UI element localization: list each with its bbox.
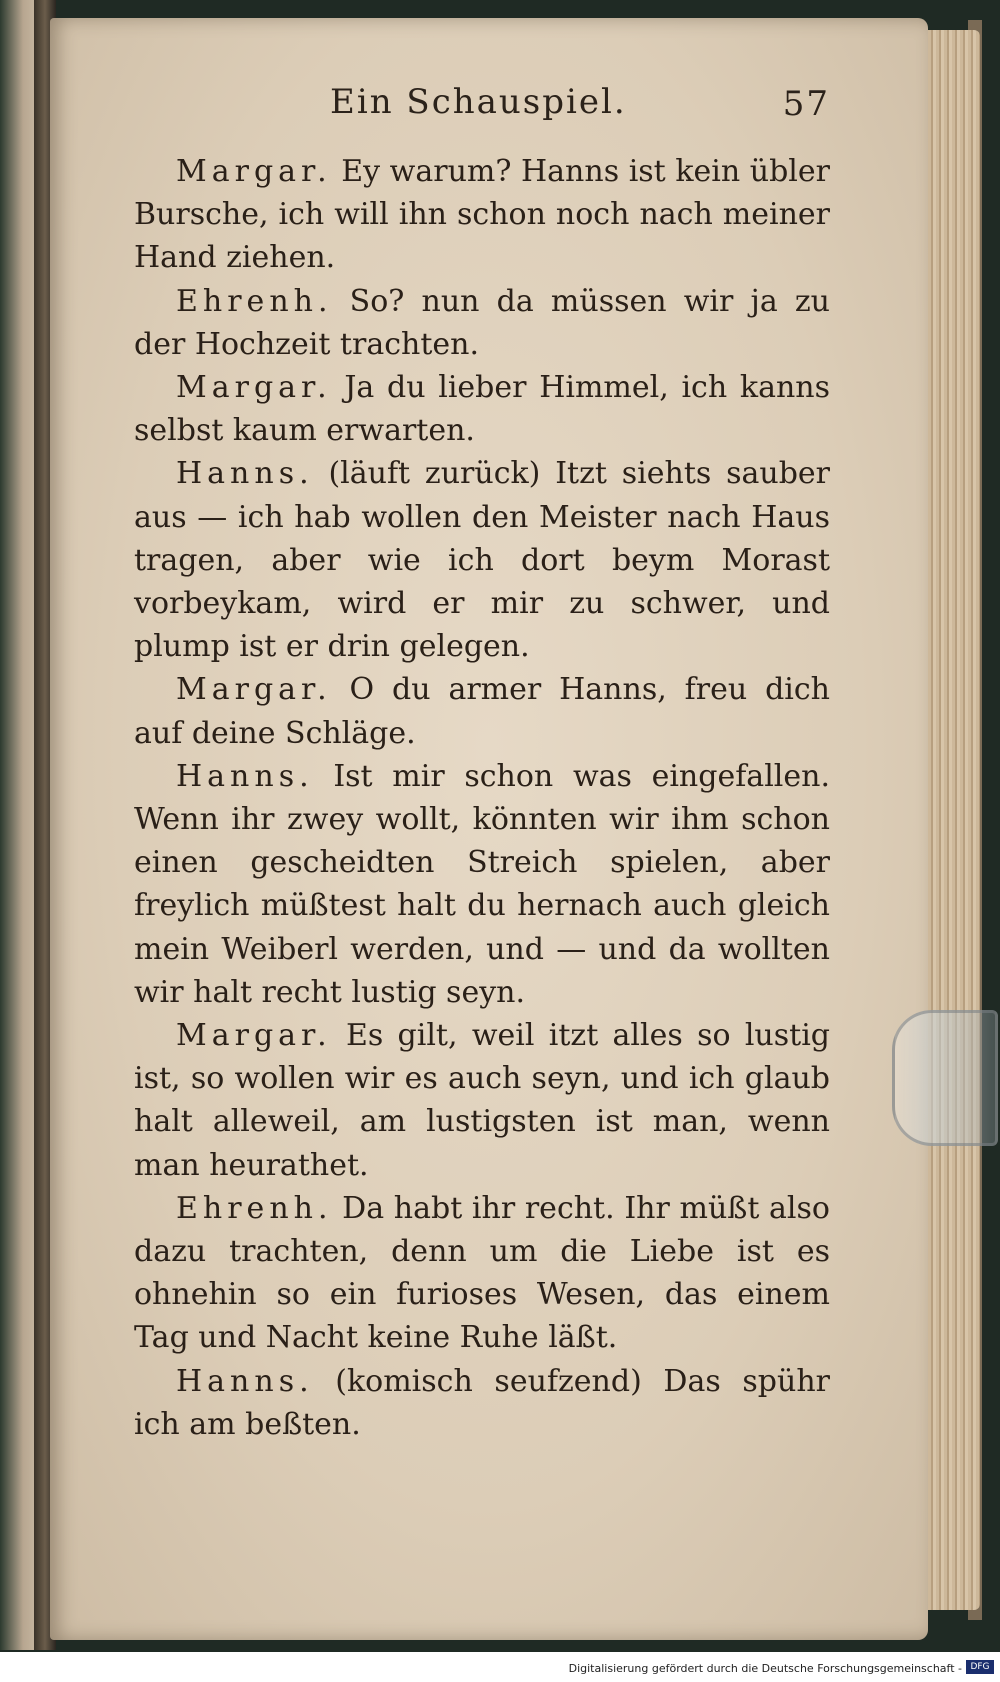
dialogue-text: Da habt ihr recht. Ihr müßt also dazu trachten, denn um die Liebe ist es ohnehin so ein furioses Wesen, das einem Tag und Nacht keine Ruhe läßt. bbox=[134, 1190, 830, 1356]
dialogue-paragraph bbox=[134, 280, 830, 366]
dialogue-text: Ist mir schon was eingefallen. Wenn ihr zwey wollt, könnten wir ihm schon einen gescheidten Streich spielen, aber freylich müßtest halt du hernach auch gleich mein Weiberl werden, und — und da wollten wir halt recht lustig seyn. bbox=[134, 758, 830, 1010]
speaker-name: Margar. bbox=[176, 370, 332, 406]
dialogue-paragraph bbox=[134, 1014, 830, 1187]
speaker-name: Ehrenh. bbox=[176, 1190, 333, 1226]
footer-bar bbox=[0, 1652, 1000, 1682]
speaker-name: Margar. bbox=[176, 672, 332, 708]
page-header bbox=[330, 82, 830, 132]
dialogue-text: So? nun da müssen wir ja zu der Hochzeit trachten. bbox=[134, 283, 830, 362]
speaker-name: Hanns. bbox=[176, 1363, 314, 1399]
text-block bbox=[134, 150, 830, 1446]
page-number: 57 bbox=[782, 84, 830, 124]
dialogue-text: Ja du lieber Himmel, ich kanns selbst kaum erwarten. bbox=[134, 370, 831, 449]
dialogue-text: Ey warum? Hanns ist kein übler Bursche, ich will ihn schon noch nach meiner Hand ziehen. bbox=[134, 154, 830, 276]
page-edges bbox=[928, 30, 980, 1610]
dialogue-paragraph bbox=[134, 150, 830, 280]
speaker-name: Hanns. bbox=[176, 456, 314, 492]
speaker-name: Margar. bbox=[176, 154, 332, 189]
speaker-name: Ehrenh. bbox=[176, 283, 333, 319]
speaker-name: Margar. bbox=[176, 1018, 332, 1054]
dialogue-paragraph bbox=[134, 366, 830, 452]
dialogue-paragraph bbox=[134, 452, 830, 668]
dialogue-paragraph bbox=[134, 755, 830, 1014]
speaker-name: Hanns. bbox=[176, 758, 314, 794]
dialogue-text: O du armer Hanns, freu dich auf deine Schläge. bbox=[134, 672, 830, 751]
dialogue-paragraph bbox=[134, 1360, 830, 1446]
dialogue-text: (komisch seufzend) Das spühr ich am beßten. bbox=[134, 1363, 830, 1442]
page-clip bbox=[892, 1010, 998, 1146]
funding-credit: Digitalisierung gefördert durch die Deutsche Forschungsgemeinschaft - bbox=[568, 1662, 962, 1675]
dialogue-paragraph bbox=[134, 1187, 830, 1360]
dialogue-text: (läuft zurück) Itzt siehts sauber aus — ich hab wollen den Meister nach Haus tragen, aber wie ich dort beym Morast vorbeykam, wird er mir zu schwer, und plump ist er drin gelegen. bbox=[134, 456, 830, 665]
dfg-logo: DFG bbox=[966, 1660, 994, 1674]
running-title: Ein Schauspiel. bbox=[330, 82, 627, 122]
dialogue-paragraph bbox=[134, 668, 830, 754]
dialogue-text: Es gilt, weil itzt alles so lustig ist, so wollen wir es auch seyn, und ich glaub halt alleweil, am lustigsten ist man, wenn man heurathet. bbox=[134, 1018, 830, 1183]
